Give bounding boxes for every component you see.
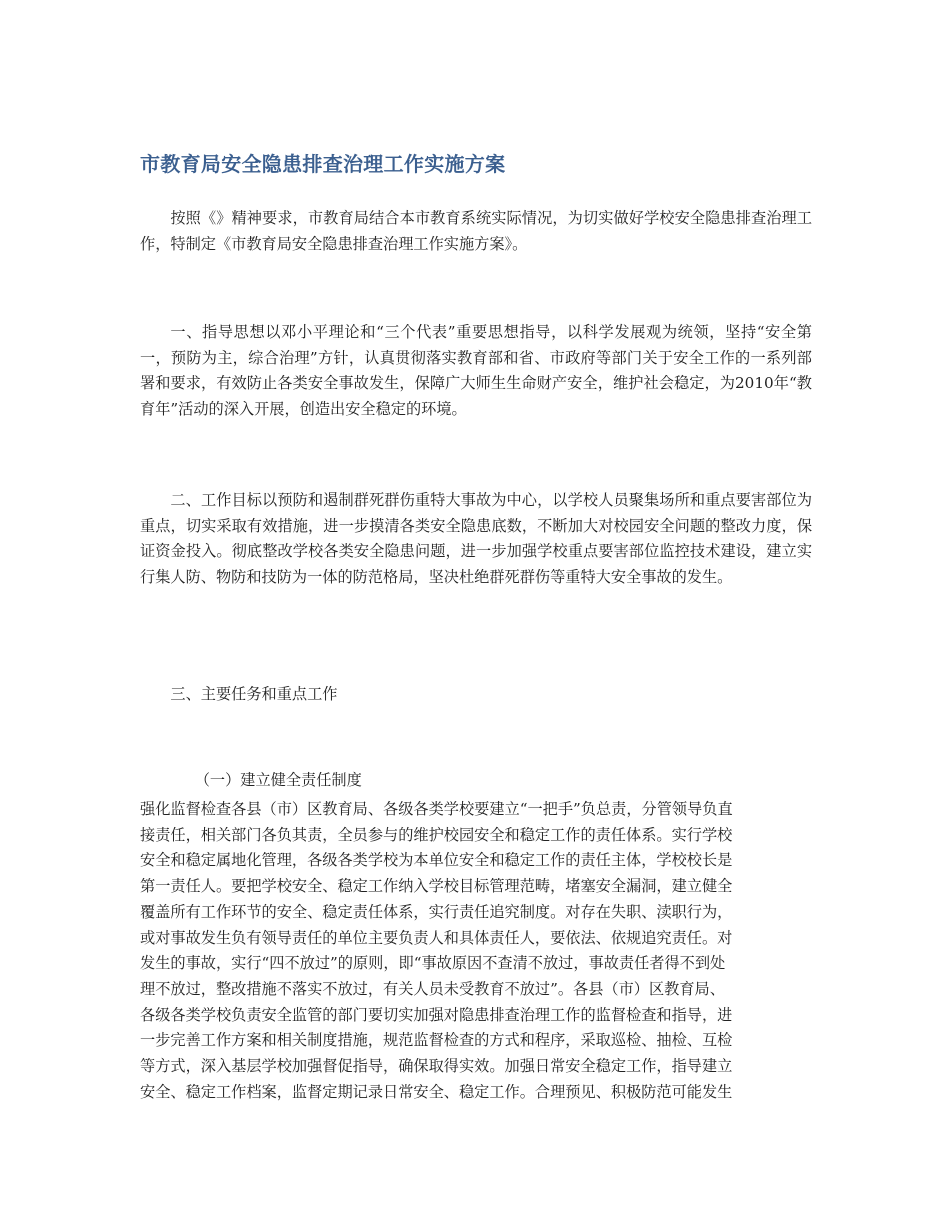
document-title: 市教育局安全隐患排查治理工作实施方案 xyxy=(140,152,506,176)
intro-paragraph: 按照《》精神要求，市教育局结合本市教育系统实际情况，为切实做好学校安全隐患排查治理工作，特制定《市教育局安全隐患排查治理工作实施方案》。 xyxy=(140,209,812,253)
body-line: 接责任，相关部门各负其责，全员参与的维护校园安全和稳定工作的责任体系。实行学校 xyxy=(140,825,733,844)
subsection-1-heading: （一）建立健全责任制度 xyxy=(194,771,362,789)
section-2-paragraph: 二、工作目标以预防和遏制群死群伤重特大事故为中心，以学校人员聚集场所和重点要害部位为重点，切实采取有效措施，进一步摸清各类安全隐患底数，不断加大对校园安全问题的整改力度，保证资金投入。彻底整改学校各类安全隐患问题，进一步加强学校重点要害部位监控技术建设，建立实行集人防、物防和技防为一体的防范格局，坚决杜绝群死群伤等重特大安全事故的发生。 xyxy=(140,491,812,586)
body-line: 各级各类学校负责安全监管的部门要切实加强对隐患排查治理工作的监督检查和指导，进 xyxy=(140,1005,733,1024)
section-3-heading: 三、主要任务和重点工作 xyxy=(170,685,338,703)
subsection-1-body xyxy=(140,797,812,1105)
section-1-paragraph: 一、指导思想以邓小平理论和“三个代表”重要思想指导，以科学发展观为统领，坚持“安全第一，预防为主，综合治理”方针，认真贯彻落实教育部和省、市政府等部门关于安全工作的一系列部署和要求，有效防止各类安全事故发生，保障广大师生生命财产安全，维护社会稳定，为2010年“教育年”活动的深入开展，创造出安全稳定的环境。 xyxy=(140,323,812,418)
body-line: 第一责任人。要把学校安全、稳定工作纳入学校目标管理范畴，堵塞安全漏洞，建立健全 xyxy=(140,877,733,896)
body-line: 等方式，深入基层学校加强督促指导，确保取得实效。加强日常安全稳定工作，指导建立 xyxy=(140,1057,733,1076)
body-line: 覆盖所有工作环节的安全、稳定责任体系，实行责任追究制度。对存在失职、渎职行为， xyxy=(140,902,733,921)
body-line: 理不放过，整改措施不落实不放过，有关人员未受教育不放过”。各县（市）区教育局、 xyxy=(140,979,725,998)
body-line: 安全、稳定工作档案，监督定期记录日常安全、稳定工作。合理预见、积极防范可能发生 xyxy=(140,1082,733,1101)
body-line: 强化监督检查各县（市）区教育局、各级各类学校要建立“一把手”负总责，分管领导负直 xyxy=(140,800,733,818)
body-line: 安全和稳定属地化管理，各级各类学校为本单位安全和稳定工作的责任主体，学校校长是 xyxy=(140,851,733,870)
body-line: 或对事故发生负有领导责任的单位主要负责人和具体责任人，要依法、依规追究责任。对 xyxy=(140,928,733,947)
body-line: 发生的事故，实行“四不放过”的原则，即“事故原因不查清不放过，事故责任者得不到处 xyxy=(140,954,726,973)
body-line: 一步完善工作方案和相关制度措施，规范监督检查的方式和程序，采取巡检、抽检、互检 xyxy=(140,1031,733,1050)
